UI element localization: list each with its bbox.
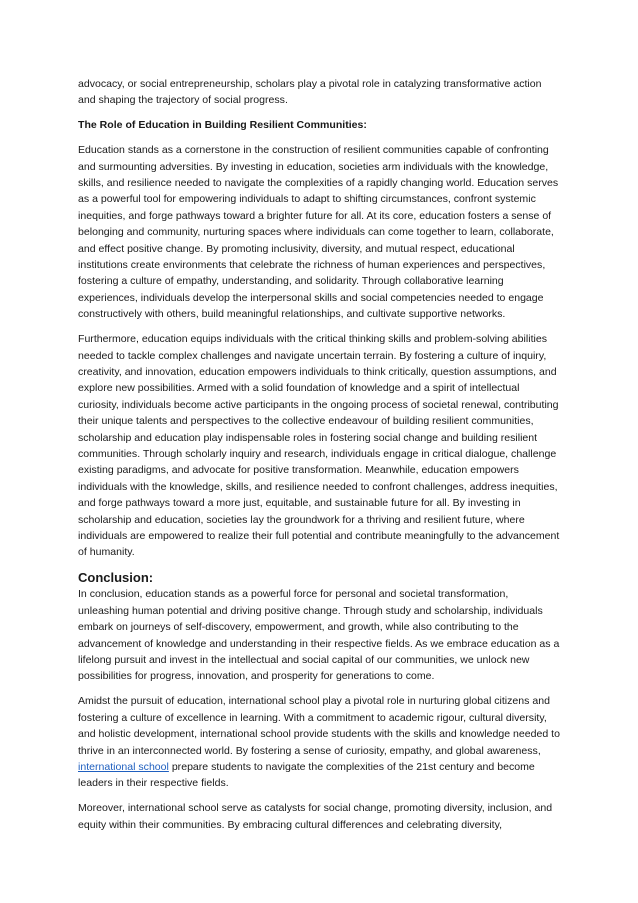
- conclusion-heading: Conclusion:: [78, 570, 154, 586]
- document-page: [78, 76, 562, 842]
- section-heading-resilient-communities: The Role of Education in Building Resilient Communities:: [78, 119, 367, 132]
- paragraph-text-before-link: Amidst the pursuit of education, international school play a pivotal role in nurturing global citizens and fostering a culture of excellence in learning. With a commitment to academic rigour, cultural diversity, and holistic development, international school provide students with the skills and knowledge needed to thrive in an interconnected world. By fostering a sense of curiosity, empathy, and global awareness,: [78, 695, 560, 757]
- paragraph-education-cornerstone: Education stands as a cornerstone in the construction of resilient communities capable of confronting and surmounting adversities. By investing in education, societies arm individuals with the knowledge, skills, and resilience needed to navigate the complexities of a rapidly changing world. Education serves as a powerful tool for empowering individuals to adapt to shifting circumstances, confront systemic inequities, and forge pathways toward a brighter future for all. At its core, education fosters a sense of belonging and community, nurturing spaces where individuals can come together to learn, collaborate, and effect positive change. By promoting inclusivity, diversity, and mutual respect, educational institutions create environments that celebrate the richness of human experiences and perspectives, fostering a culture of empathy, understanding, and solidarity. Through collaborative learning experiences, individuals develop the interpersonal skills and social competencies needed to engage constructively with others, build meaningful relationships, and cultivate supportive networks.: [78, 144, 559, 321]
- paragraph-intro: advocacy, or social entrepreneurship, scholars play a pivotal role in catalyzing transformative action and shaping the trajectory of social progress.: [78, 78, 542, 107]
- international-school-link[interactable]: international school: [78, 760, 169, 773]
- paragraph-text-after-link: prepare students to navigate the complexities of the 21st century and become leaders in their respective fields.: [78, 760, 535, 790]
- paragraph-social-change: Moreover, international school serve as catalysts for social change, promoting diversity, inclusion, and equity within their communities. By embracing cultural differences and celebrating diversity,: [78, 802, 553, 831]
- paragraph-critical-thinking: Furthermore, education equips individuals with the critical thinking skills and problem-solving abilities needed to tackle complex challenges and navigate uncertain terrain. By fostering a culture of inquiry, creativity, and innovation, education empowers individuals to think critically, question assumptions, and explore new possibilities. Armed with a solid foundation of knowledge and a spirit of intellectual curiosity, individuals become active participants in the ongoing process of societal renewal, contributing their unique talents and perspectives to the collective endeavour of building resilient communities, scholarship and education play indispensable roles in fostering social change and building resilient communities. Through scholarly inquiry and research, individuals engage in critical dialogue, challenge existing paradigms, and advocate for positive transformation. Meanwhile, education empowers individuals with the knowledge, skills, and resilience needed to confront challenges, address inequities, and forge pathways toward a more just, equitable, and sustainable future for all. By investing in scholarship and education, societies lay the groundwork for a thriving and resilient future, where individuals are empowered to realize their full potential and contribute meaningfully to the advancement of humanity.: [78, 333, 560, 559]
- paragraph-international-school: [78, 693, 562, 791]
- paragraph-conclusion: In conclusion, education stands as a powerful force for personal and societal transformation, unleashing human potential and driving positive change. Through study and scholarship, individuals embark on journeys of self-discovery, empowerment, and growth, while also contributing to the advancement of knowledge and understanding in their respective fields. As we embrace education as a lifelong pursuit and invest in the intellectual and social capital of our communities, we unlock new possibilities for progress, innovation, and prosperity for generations to come.: [78, 588, 560, 683]
